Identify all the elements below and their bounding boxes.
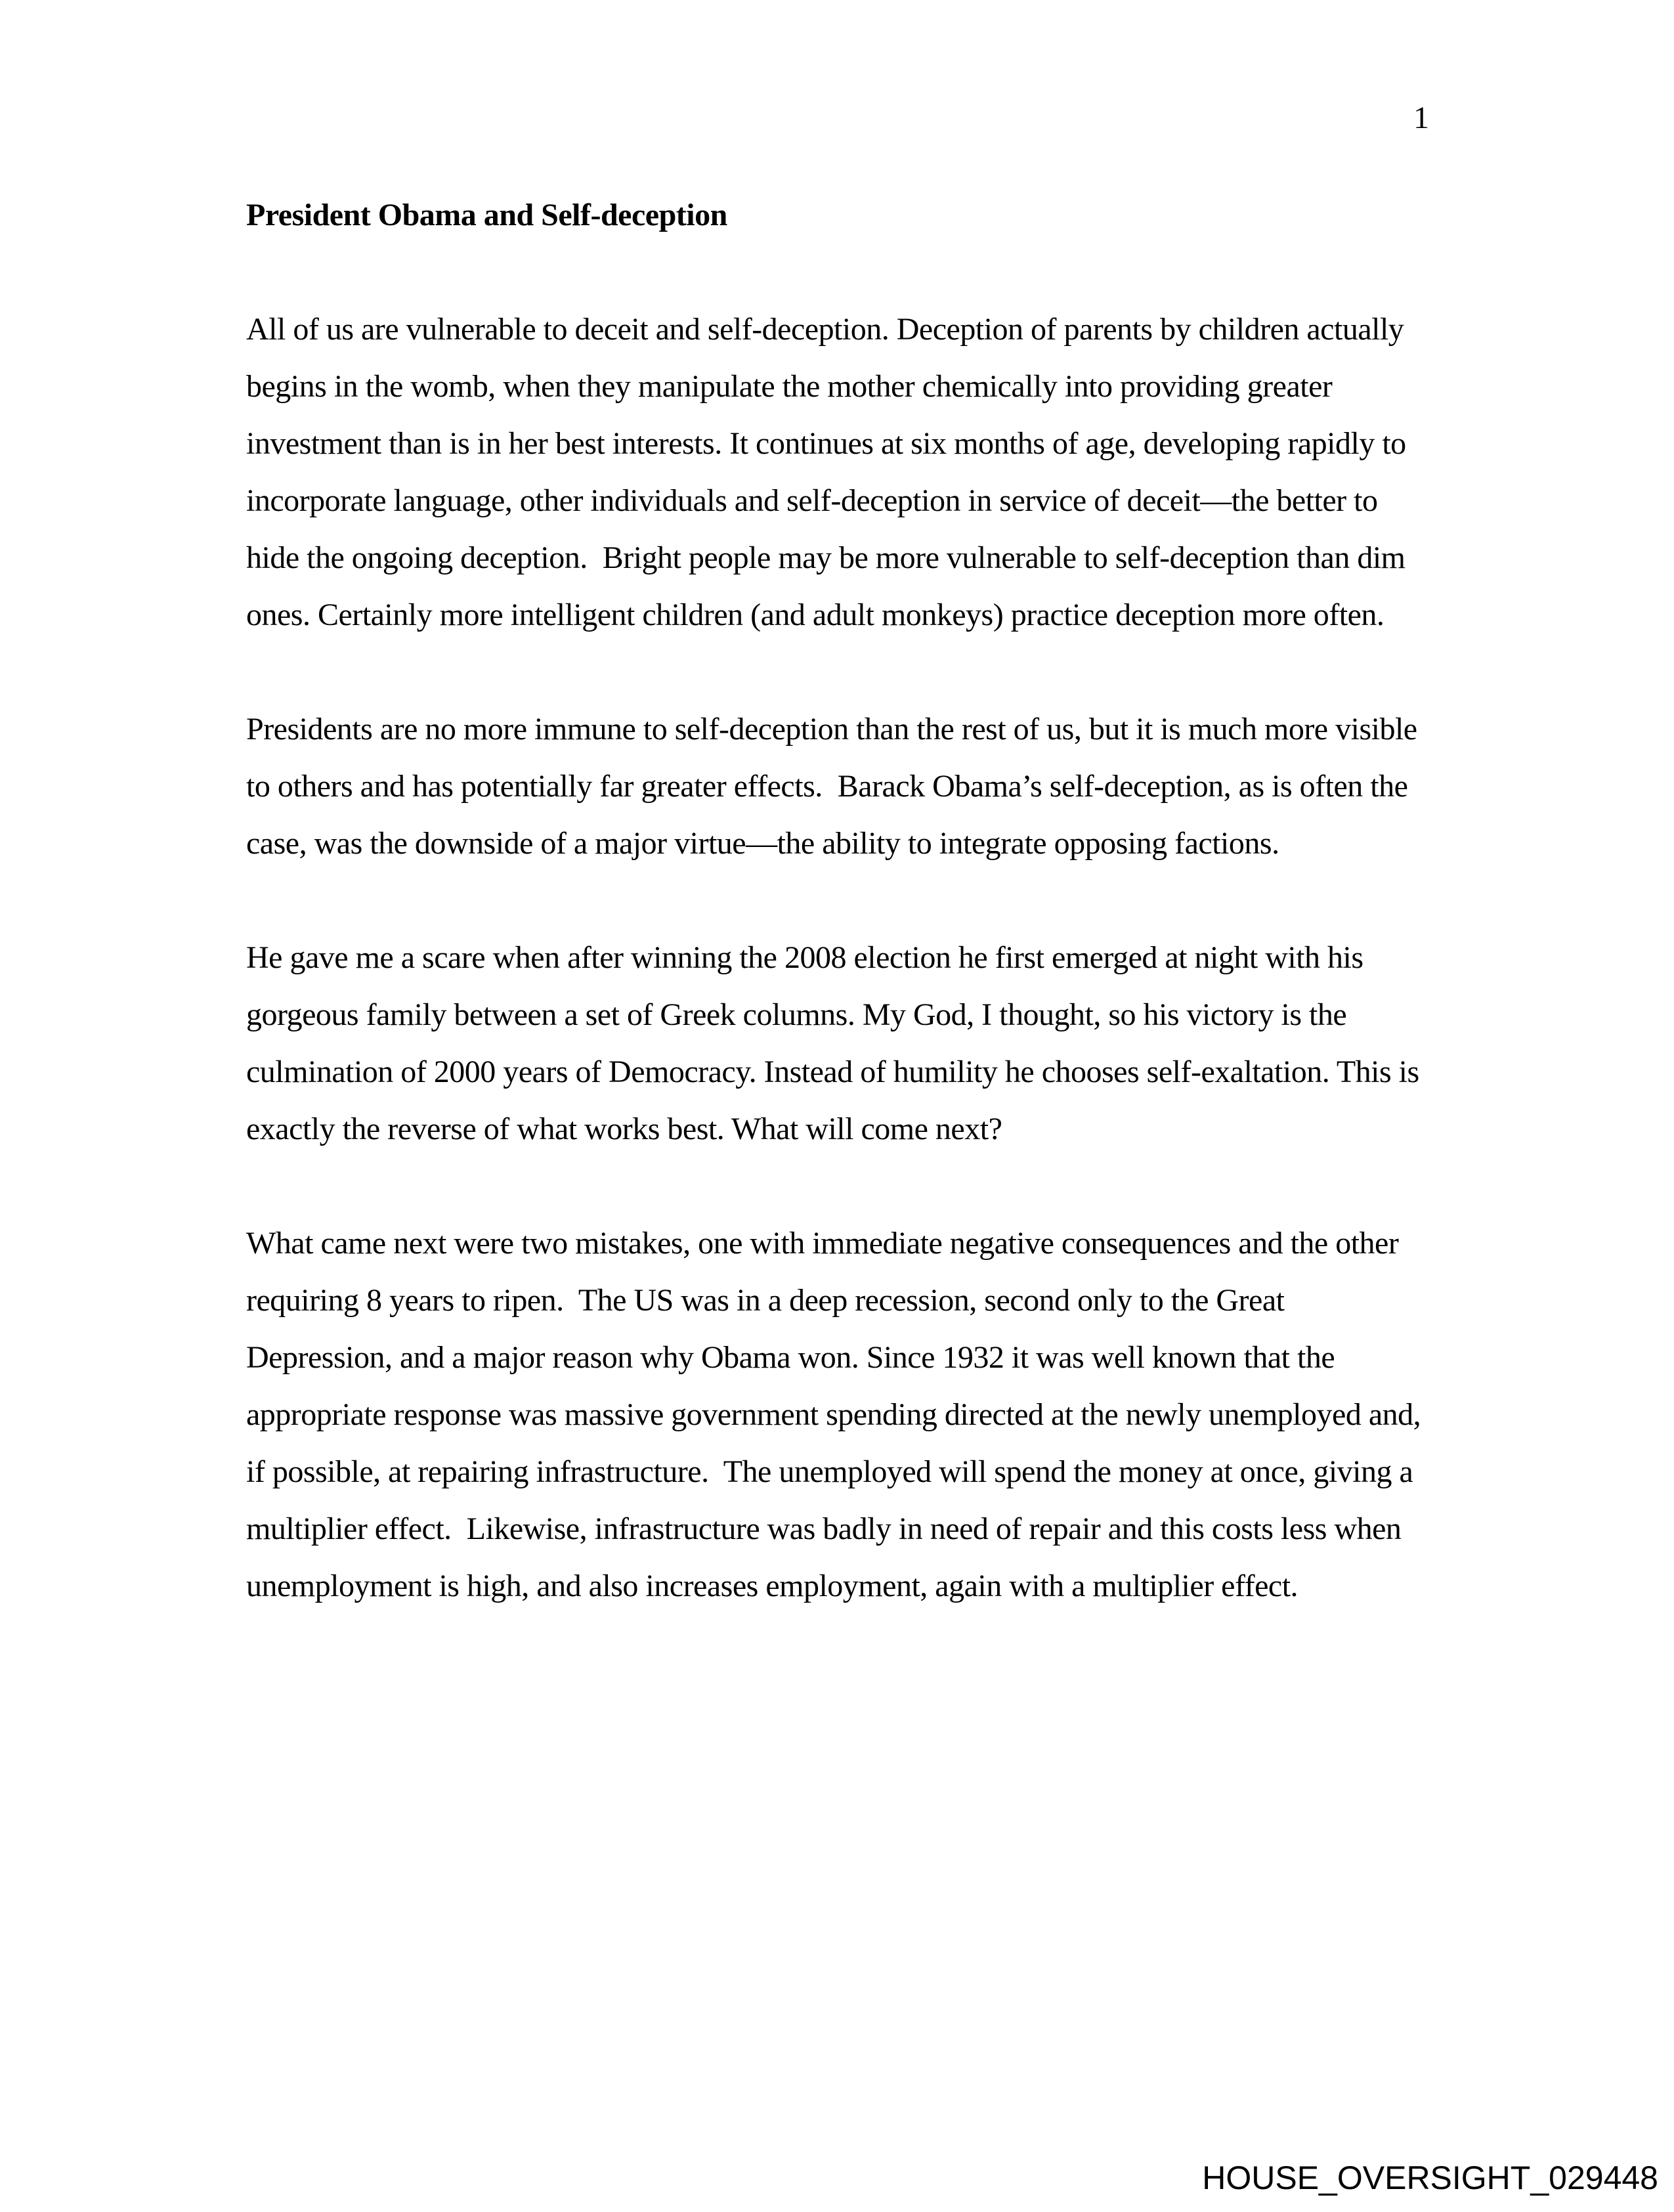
page-number: 1 (1413, 100, 1429, 135)
paragraph-4: What came next were two mistakes, one with immediate negative consequences and the other requiring 8 years to ripen. The US was in a deep recession, second only to the Great Depression, and a major reason why Obama won. Since 1932 it was well known that the appropriate response was massive government spending directed at the newly unemployed and, if possible, at repairing infrastructure. The unemployed will spend the money at once, giving a multiplier effect. Likewise, infrastructure was badly in need of repair and this costs less when unemployment is high, and also increases employment, again with a multiplier effect. (246, 1226, 1428, 1603)
paragraph-3: He gave me a scare when after winning the 2008 election he first emerged at night with his gorgeous family between a set of Greek columns. My God, I thought, so his victory is the culmination of 2000 years of Democracy. Instead of humility he chooses self-exaltation. This is exactly the reverse of what works best. What will come next? (246, 940, 1427, 1146)
bates-stamp: HOUSE_OVERSIGHT_029448 (1202, 2159, 1658, 2196)
paragraph-2: Presidents are no more immune to self-deception than the rest of us, but it is much more visible to others and has potentially far greater effects. Barack Obama’s self-deception, as is often the case, was the downside of a major virtue—the ability to integrate opposing factions. (246, 712, 1425, 861)
paragraph-1: All of us are vulnerable to deceit and self-deception. Deception of parents by children actually begins in the womb, when they manipulate the mother chemically into providing greater investment than is in her best interests. It continues at six months of age, developing rapidly to incorporate language, other individuals and self-deception in service of deceit—the better to hide the ongoing deception. Bright people may be more vulnerable to self-deception than dim ones. Certainly more intelligent children (and adult monkeys) practice deception more often. (246, 312, 1414, 632)
document-body (246, 186, 1431, 1615)
document-title: President Obama and Self-deception (246, 198, 727, 232)
